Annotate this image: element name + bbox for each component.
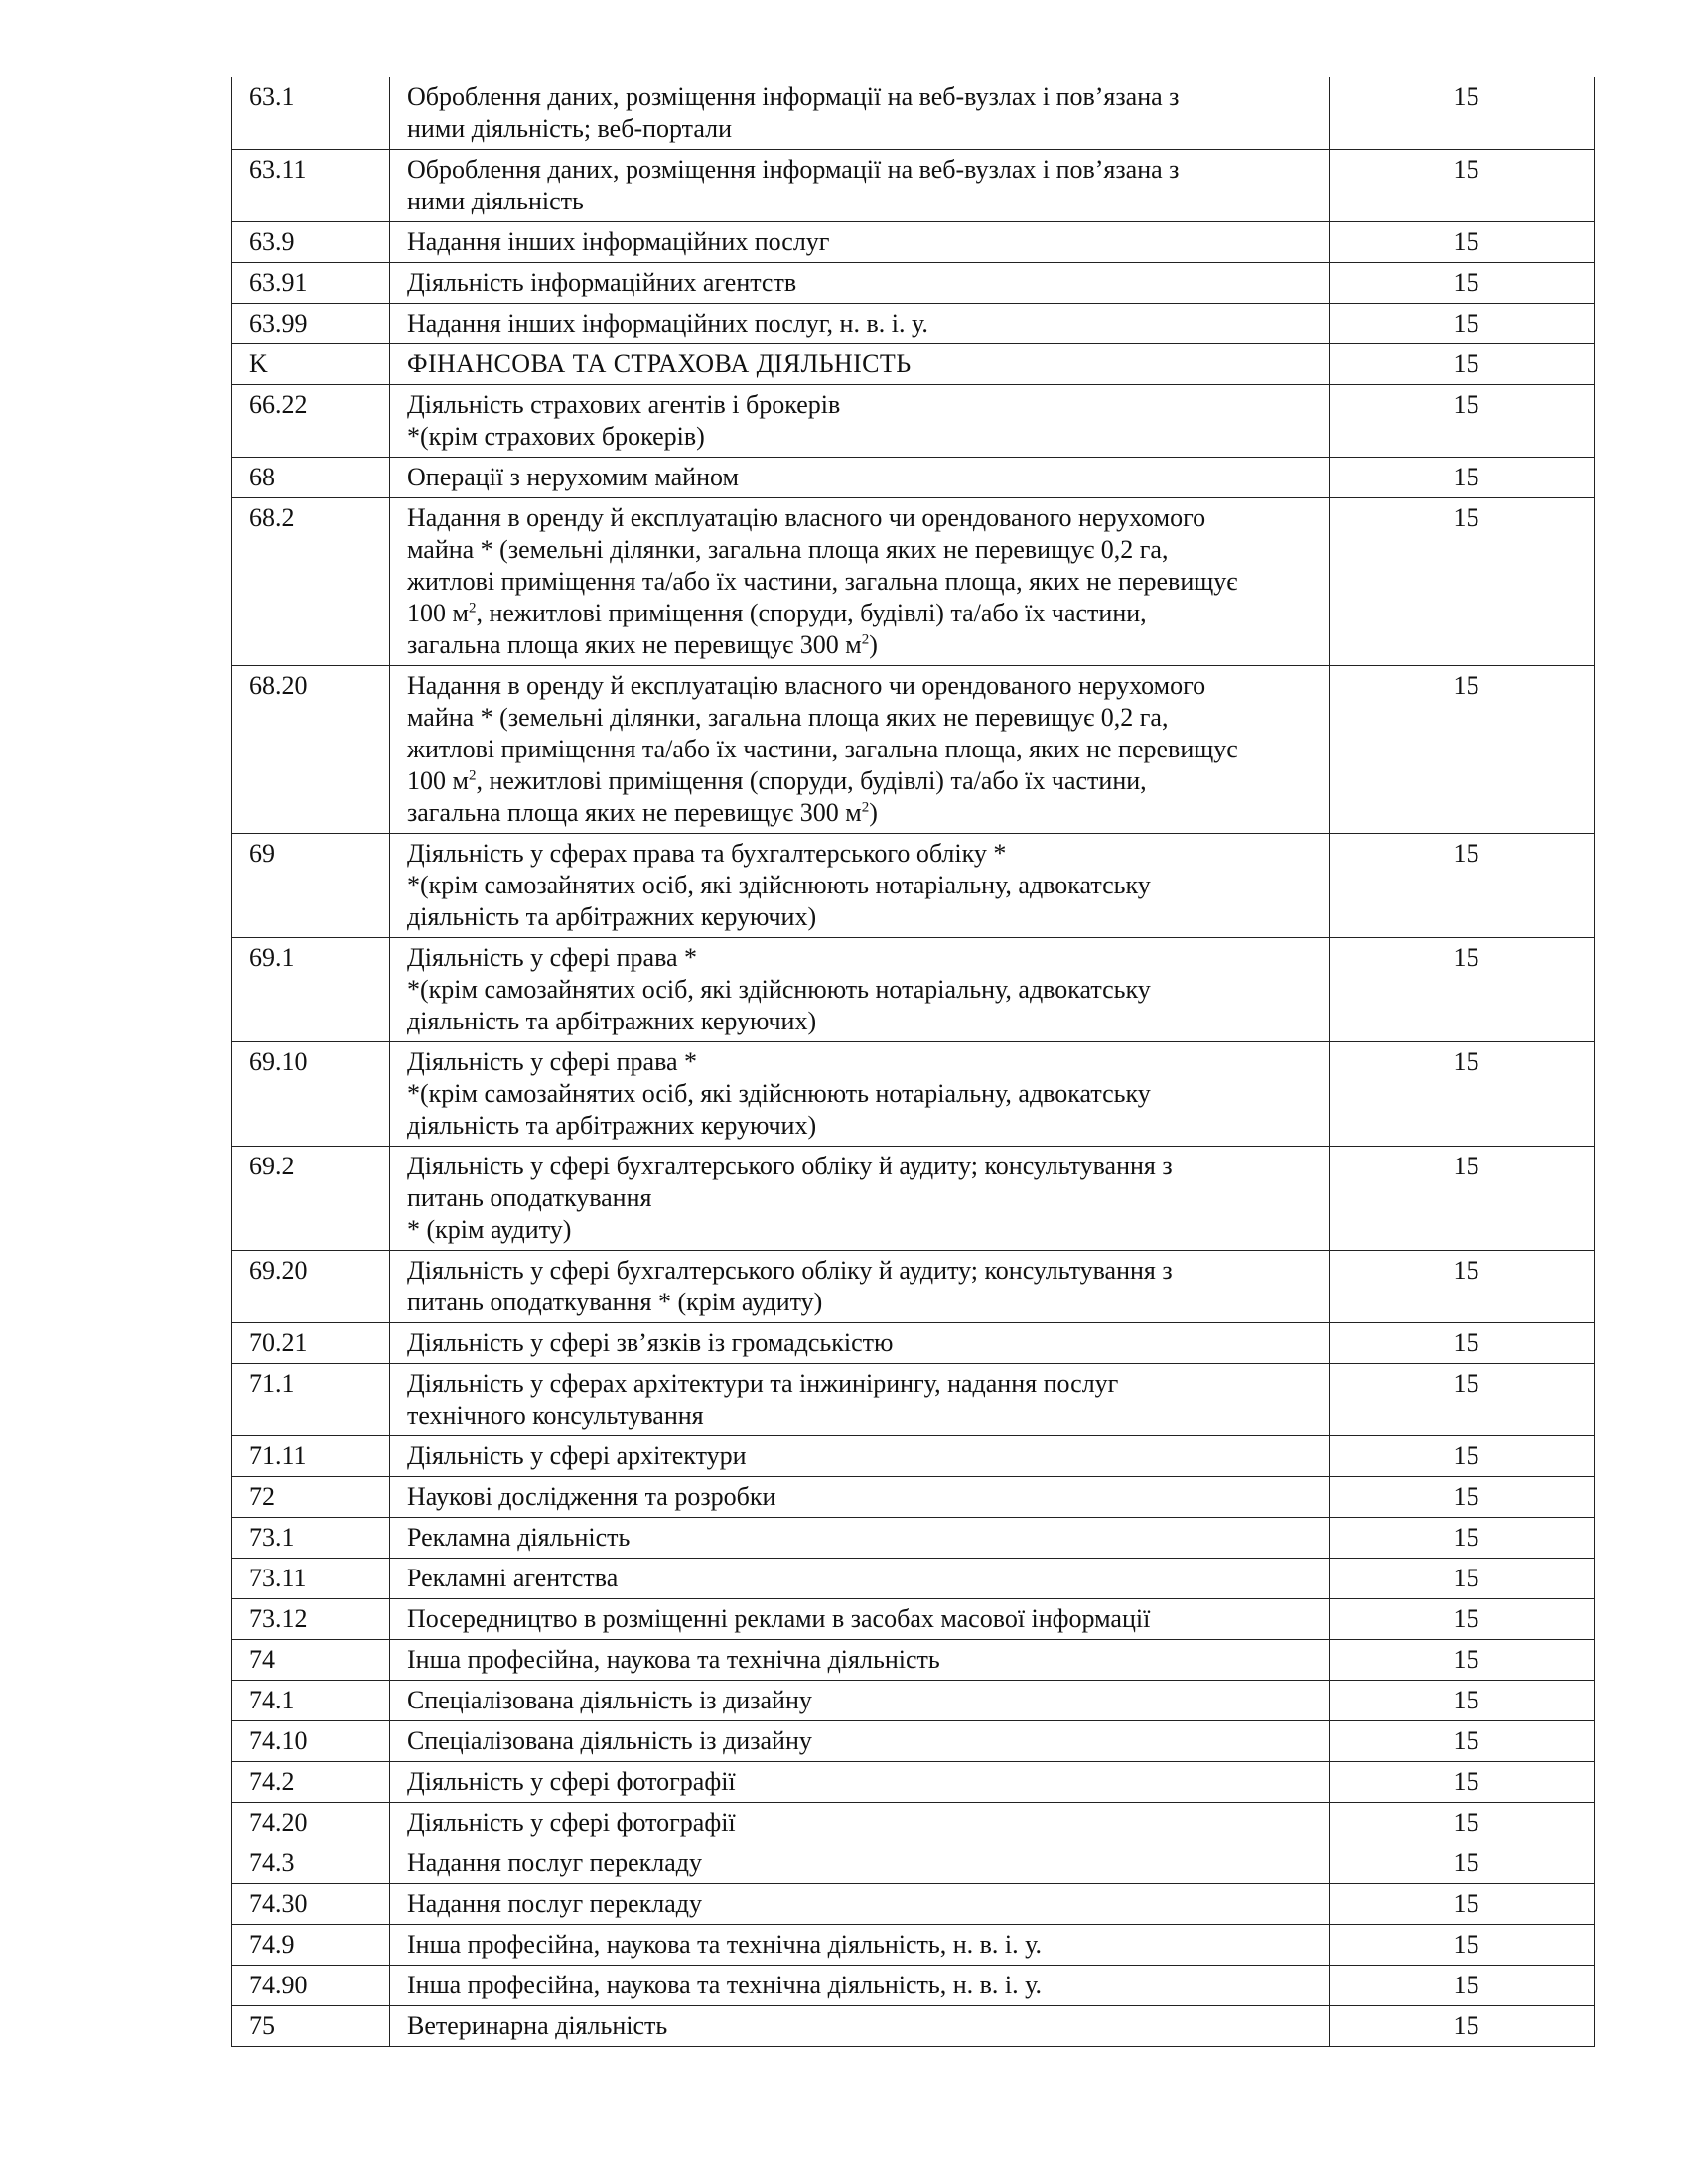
activity-name-cell: [390, 458, 1330, 498]
activity-code-cell: 68.2: [232, 498, 390, 666]
activity-code-cell: 71.11: [232, 1436, 390, 1477]
activity-code-cell: 68: [232, 458, 390, 498]
activity-name-line: загальна площа яких не перевищує 300 $м^2$): [407, 798, 878, 827]
activity-name-line: ними діяльність: [407, 187, 584, 215]
activity-code-cell: 74.3: [232, 1843, 390, 1884]
activity-name-cell: [390, 666, 1330, 834]
tax-rate-cell: 15: [1330, 1843, 1595, 1884]
activity-name-line: Надання в оренду й експлуатацію власного чи орендованого нерухомого: [407, 503, 1206, 532]
table-row: [232, 1966, 1595, 2006]
activity-code-cell: 75: [232, 2006, 390, 2047]
activity-codes-table: [231, 77, 1595, 2047]
activity-name-line: діяльність та арбітражних керуючих): [407, 1007, 817, 1035]
activity-name-line: питань оподаткування: [407, 1183, 652, 1212]
activity-name-line: 100 $м^2$, нежитлові приміщення (споруди, будівлі) та/або їх частини,: [407, 599, 1147, 627]
activity-code-cell: 71.1: [232, 1364, 390, 1436]
tax-rate-cell: 15: [1330, 938, 1595, 1042]
activity-name-line: Посередництво в розміщенні реклами в засобах масової інформації: [407, 1604, 1151, 1633]
table-row: [232, 1477, 1595, 1518]
activity-code-cell: 74.1: [232, 1681, 390, 1721]
tax-rate-cell: 15: [1330, 1364, 1595, 1436]
activity-code-cell: 73.1: [232, 1518, 390, 1559]
tax-rate-cell: 15: [1330, 1477, 1595, 1518]
tax-rate-cell: 15: [1330, 1884, 1595, 1925]
activity-name-line: Надання інших інформаційних послуг: [407, 227, 830, 256]
tax-rate-cell: 15: [1330, 222, 1595, 263]
table-row: [232, 1364, 1595, 1436]
tax-rate-cell: 15: [1330, 2006, 1595, 2047]
activity-name-line: Діяльність у сфері зв’язків із громадськістю: [407, 1328, 894, 1357]
table-row: [232, 1323, 1595, 1364]
tax-rate-cell: 15: [1330, 1042, 1595, 1147]
activity-name-cell: [390, 304, 1330, 344]
activity-name-cell: [390, 1966, 1330, 2006]
activity-code-cell: 74.30: [232, 1884, 390, 1925]
activity-name-cell: [390, 1436, 1330, 1477]
activity-code-cell: 63.99: [232, 304, 390, 344]
activity-name-line: Рекламні агентства: [407, 1564, 619, 1592]
activity-name-line: майна * (земельні ділянки, загальна площа яких не перевищує 0,2 га,: [407, 535, 1169, 564]
tax-rate-cell: 15: [1330, 1436, 1595, 1477]
tax-rate-cell: 15: [1330, 1518, 1595, 1559]
activity-code-cell: 69.10: [232, 1042, 390, 1147]
activity-code-cell: 69.20: [232, 1251, 390, 1323]
activity-name-line: Надання послуг перекладу: [407, 1889, 702, 1918]
activity-name-cell: [390, 1147, 1330, 1251]
activity-name-line: Діяльність у сфері права *: [407, 1047, 698, 1076]
table-row: [232, 1640, 1595, 1681]
activity-name-line: Операції з нерухомим майном: [407, 463, 739, 491]
table-row: [232, 344, 1595, 385]
activity-name-line: Діяльність у сферах архітектури та інжинірингу, надання послуг: [407, 1369, 1119, 1398]
activity-name-line: загальна площа яких не перевищує 300 $м^2$): [407, 630, 878, 659]
activity-name-cell: [390, 938, 1330, 1042]
activity-name-line: Рекламна діяльність: [407, 1523, 631, 1552]
activity-name-line: питань оподаткування * (крім аудиту): [407, 1288, 823, 1316]
activity-name-cell: [390, 1559, 1330, 1599]
activity-name-line: Наукові дослідження та розробки: [407, 1482, 776, 1511]
tax-rate-cell: 15: [1330, 344, 1595, 385]
table-row: [232, 385, 1595, 458]
activity-name-line: майна * (земельні ділянки, загальна площа яких не перевищує 0,2 га,: [407, 703, 1169, 732]
tax-rate-cell: 15: [1330, 666, 1595, 834]
activity-name-cell: [390, 1599, 1330, 1640]
activity-code-cell: 74.90: [232, 1966, 390, 2006]
activity-name-line: Інша професійна, наукова та технічна діяльність, н. в. і. у.: [407, 1930, 1043, 1959]
activity-name-cell: [390, 2006, 1330, 2047]
activity-name-line: *(крім самозайнятих осіб, які здійснюють нотаріальну, адвокатську: [407, 975, 1151, 1004]
table-row: [232, 1681, 1595, 1721]
activity-name-cell: [390, 498, 1330, 666]
activity-name-line: Діяльність інформаційних агентств: [407, 268, 797, 297]
activity-name-line: Діяльність у сфері бухгалтерського обліку й аудиту; консультування з: [407, 1256, 1173, 1285]
activity-code-cell: 68.20: [232, 666, 390, 834]
tax-rate-cell: 15: [1330, 1640, 1595, 1681]
table-row: [232, 2006, 1595, 2047]
activity-name-line: *(крім самозайнятих осіб, які здійснюють нотаріальну, адвокатську: [407, 1079, 1151, 1108]
activity-name-line: Оброблення даних, розміщення інформації на веб-вузлах і пов’язана з: [407, 82, 1180, 111]
activity-name-cell: [390, 1681, 1330, 1721]
activity-name-cell: [390, 77, 1330, 150]
table-row: [232, 263, 1595, 304]
activity-name-line: 100 $м^2$, нежитлові приміщення (споруди, будівлі) та/або їх частини,: [407, 766, 1147, 795]
table-row: [232, 1042, 1595, 1147]
activity-name-cell: [390, 1364, 1330, 1436]
table-row: [232, 666, 1595, 834]
tax-rate-cell: 15: [1330, 304, 1595, 344]
table-row: [232, 1721, 1595, 1762]
activity-name-line: житлові приміщення та/або їх частини, загальна площа, яких не перевищує: [407, 567, 1238, 596]
activity-name-cell: [390, 385, 1330, 458]
activity-name-line: Діяльність страхових агентів і брокерів: [407, 390, 841, 419]
activity-name-line: Спеціалізована діяльність із дизайну: [407, 1686, 812, 1714]
activity-name-line: Надання послуг перекладу: [407, 1848, 702, 1877]
activity-code-cell: K: [232, 344, 390, 385]
activity-name-cell: [390, 222, 1330, 263]
table-row: [232, 834, 1595, 938]
activity-code-cell: 74.20: [232, 1803, 390, 1843]
activity-name-line: Діяльність у сфері права *: [407, 943, 698, 972]
activity-name-cell: [390, 1925, 1330, 1966]
activity-name-line: Ветеринарна діяльність: [407, 2011, 668, 2040]
activity-name-cell: [390, 150, 1330, 222]
activity-name-cell: [390, 1803, 1330, 1843]
tax-rate-cell: 15: [1330, 1559, 1595, 1599]
activity-code-cell: 63.9: [232, 222, 390, 263]
activity-name-line: Діяльність у сфері бухгалтерського обліку й аудиту; консультування з: [407, 1152, 1173, 1180]
tax-rate-cell: 15: [1330, 385, 1595, 458]
tax-rate-cell: 15: [1330, 150, 1595, 222]
table-row: [232, 1884, 1595, 1925]
activity-code-cell: 74.9: [232, 1925, 390, 1966]
table-row: [232, 1925, 1595, 1966]
activity-name-line: Надання інших інформаційних послуг, н. в. і. у.: [407, 309, 928, 338]
table-row: [232, 77, 1595, 150]
activity-code-cell: 69.1: [232, 938, 390, 1042]
activity-name-line: ФІНАНСОВА ТА СТРАХОВА ДІЯЛЬНІСТЬ: [407, 349, 912, 378]
activity-name-line: Інша професійна, наукова та технічна діяльність: [407, 1645, 940, 1674]
activity-name-cell: [390, 1843, 1330, 1884]
activity-code-cell: 74.2: [232, 1762, 390, 1803]
tax-rate-cell: 15: [1330, 263, 1595, 304]
activity-name-cell: [390, 1323, 1330, 1364]
table-row: [232, 1518, 1595, 1559]
table-row: [232, 1803, 1595, 1843]
activity-name-cell: [390, 834, 1330, 938]
tax-rate-cell: 15: [1330, 1251, 1595, 1323]
table-row: [232, 222, 1595, 263]
activity-name-line: Оброблення даних, розміщення інформації на веб-вузлах і пов’язана з: [407, 155, 1180, 184]
activity-code-cell: 63.91: [232, 263, 390, 304]
tax-rate-cell: 15: [1330, 1803, 1595, 1843]
activity-name-line: *(крім страхових брокерів): [407, 422, 705, 451]
activity-name-line: технічного консультування: [407, 1401, 704, 1430]
tax-rate-cell: 15: [1330, 1681, 1595, 1721]
activity-name-cell: [390, 1042, 1330, 1147]
table-row: [232, 1147, 1595, 1251]
activity-name-line: діяльність та арбітражних керуючих): [407, 1111, 817, 1140]
tax-rate-cell: 15: [1330, 1721, 1595, 1762]
table-row: [232, 458, 1595, 498]
activity-name-line: Діяльність у сфері фотографії: [407, 1767, 736, 1796]
tax-rate-cell: 15: [1330, 834, 1595, 938]
activity-name-line: Спеціалізована діяльність із дизайну: [407, 1726, 812, 1755]
activity-name-line: Діяльність у сфері архітектури: [407, 1441, 747, 1470]
activity-name-line: *(крім самозайнятих осіб, які здійснюють нотаріальну, адвокатську: [407, 871, 1151, 899]
activity-code-cell: 73.11: [232, 1559, 390, 1599]
activity-name-line: * (крім аудиту): [407, 1215, 572, 1244]
tax-rate-cell: 15: [1330, 1966, 1595, 2006]
activity-name-line: Діяльність у сферах права та бухгалтерського обліку *: [407, 839, 1007, 868]
tax-rate-cell: 15: [1330, 77, 1595, 150]
activity-name-cell: [390, 263, 1330, 304]
table-row: [232, 1599, 1595, 1640]
activity-name-line: Надання в оренду й експлуатацію власного чи орендованого нерухомого: [407, 671, 1206, 700]
activity-code-cell: 69: [232, 834, 390, 938]
tax-rate-cell: 15: [1330, 498, 1595, 666]
activity-name-line: діяльність та арбітражних керуючих): [407, 902, 817, 931]
tax-rate-cell: 15: [1330, 458, 1595, 498]
activity-name-line: житлові приміщення та/або їх частини, загальна площа, яких не перевищує: [407, 735, 1238, 763]
activity-name-line: Інша професійна, наукова та технічна діяльність, н. в. і. у.: [407, 1971, 1043, 1999]
tax-rate-cell: 15: [1330, 1925, 1595, 1966]
tax-rate-cell: 15: [1330, 1599, 1595, 1640]
table-row: [232, 1436, 1595, 1477]
table-body: [232, 77, 1595, 2047]
tax-rate-cell: 15: [1330, 1147, 1595, 1251]
activity-name-cell: [390, 1477, 1330, 1518]
activity-name-cell: [390, 1640, 1330, 1681]
table-row: [232, 1762, 1595, 1803]
activity-code-cell: 63.11: [232, 150, 390, 222]
table-row: [232, 1843, 1595, 1884]
activity-code-cell: 74.10: [232, 1721, 390, 1762]
activity-code-cell: 74: [232, 1640, 390, 1681]
activity-name-line: ними діяльність; веб-портали: [407, 114, 733, 143]
table-row: [232, 498, 1595, 666]
activity-name-cell: [390, 1762, 1330, 1803]
activity-code-cell: 73.12: [232, 1599, 390, 1640]
table-row: [232, 150, 1595, 222]
activity-name-cell: [390, 1884, 1330, 1925]
table-row: [232, 1559, 1595, 1599]
activity-code-cell: 63.1: [232, 77, 390, 150]
activity-name-cell: [390, 1251, 1330, 1323]
activity-name-line: Діяльність у сфері фотографії: [407, 1808, 736, 1837]
activity-code-cell: 69.2: [232, 1147, 390, 1251]
activity-name-cell: [390, 344, 1330, 385]
tax-rate-cell: 15: [1330, 1762, 1595, 1803]
table-row: [232, 938, 1595, 1042]
activity-name-cell: [390, 1518, 1330, 1559]
activity-code-cell: 70.21: [232, 1323, 390, 1364]
activity-code-cell: 72: [232, 1477, 390, 1518]
tax-rate-cell: 15: [1330, 1323, 1595, 1364]
table-row: [232, 304, 1595, 344]
activity-code-cell: 66.22: [232, 385, 390, 458]
table-row: [232, 1251, 1595, 1323]
activity-name-cell: [390, 1721, 1330, 1762]
